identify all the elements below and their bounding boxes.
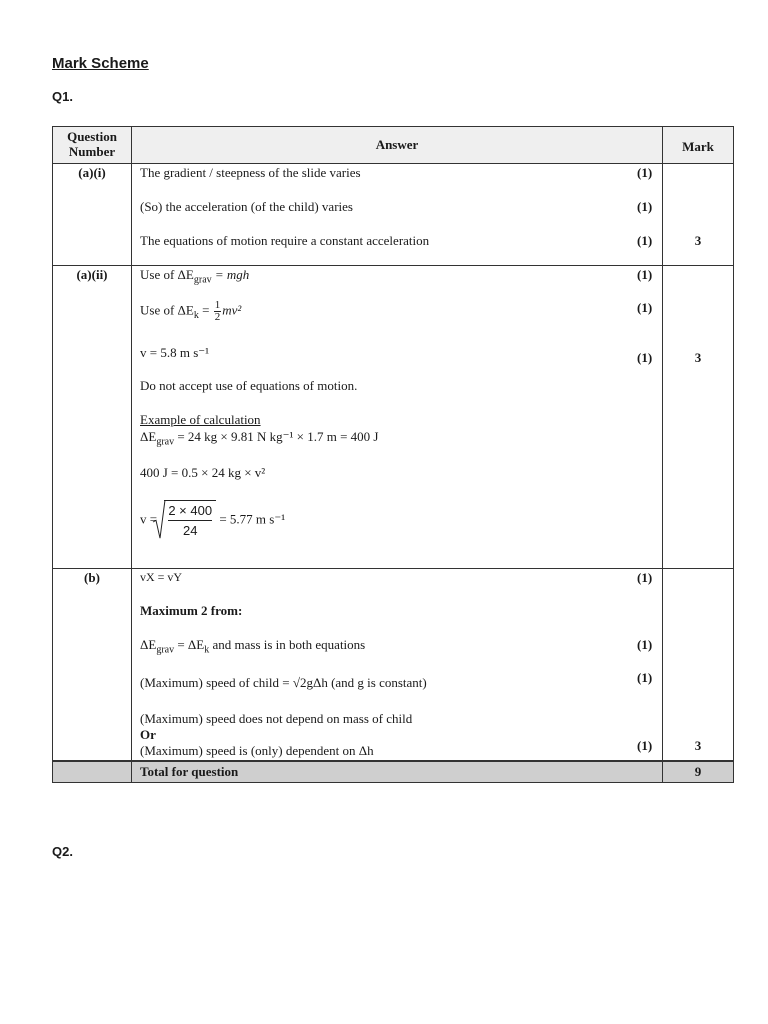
answer-line: Use of $\Delta E_{grav}$ = mgh: [140, 267, 250, 286]
total-row: [53, 761, 733, 782]
answer-line: Or: [140, 727, 156, 742]
header-mark: Mark: [682, 139, 714, 154]
header-question-number: Question Number: [67, 129, 117, 159]
answer-line: v = $\frac{2 \times 400}{24}$ = 5.77 m s⁻¹: [140, 500, 285, 539]
question-number: (a)(i): [78, 165, 106, 180]
line-mark: (1): [637, 637, 653, 652]
answer-line: vX = vY: [140, 570, 183, 584]
total-label: Total for question: [140, 764, 239, 779]
table-row-a-ii: [53, 266, 733, 569]
question-label-q2: Q2.: [52, 844, 73, 859]
line-mark: (1): [637, 350, 653, 365]
table-header-row: [53, 127, 733, 164]
answer-line: $\Delta E_{grav} = 24$ kg × 9.81 N kg⁻¹ × 1.7 m = 400 J: [140, 429, 379, 448]
answer-line: The gradient / steepness of the slide varies: [140, 165, 361, 180]
line-mark: (1): [637, 233, 653, 248]
answer-line: $\Delta E_{grav} = \Delta E_k$ and mass is in both equations: [140, 637, 366, 656]
answer-line: (Maximum) speed does not depend on mass of child: [140, 711, 413, 726]
total-value: 9: [694, 764, 702, 779]
answer-line: v = 5.8 m s⁻¹: [140, 345, 210, 360]
section-total-mark: 3: [694, 738, 702, 753]
line-mark: (1): [637, 670, 653, 685]
question-number: (b): [84, 570, 100, 585]
answer-line: (Maximum) speed of child = √2gΔh (and g is constant): [140, 675, 427, 690]
table-row-b: [53, 569, 733, 761]
question-label-q1: Q1.: [52, 89, 73, 104]
square-root: $\frac{2 \times 400}{24}$: [164, 500, 216, 539]
page-title: Mark Scheme: [52, 55, 149, 72]
question-number: (a)(ii): [76, 267, 108, 282]
mark-scheme-table: [52, 126, 734, 783]
line-mark: (1): [637, 738, 653, 753]
section-total-mark: 3: [694, 233, 702, 248]
line-mark: (1): [637, 570, 653, 585]
line-mark: (1): [637, 267, 653, 282]
answer-line: 400 J = 0.5 × 24 kg × v²: [140, 465, 266, 480]
answer-line: Use of $\Delta E_k$ = $\frac{1}{2}$ mv²: [140, 299, 242, 323]
answer-line: (Maximum) speed is (only) dependent on Δh: [140, 743, 374, 758]
section-total-mark: 3: [694, 350, 702, 365]
table-row-a-i: [53, 164, 733, 266]
header-answer: Answer: [375, 137, 419, 152]
line-mark: (1): [637, 199, 653, 214]
line-mark: (1): [637, 300, 653, 315]
answer-line: Maximum 2 from:: [140, 603, 243, 618]
answer-line: Do not accept use of equations of motion.: [140, 378, 358, 393]
example-heading: Example of calculation: [140, 412, 261, 427]
answer-line: (So) the acceleration (of the child) varies: [140, 199, 353, 214]
line-mark: (1): [637, 165, 653, 180]
answer-line: The equations of motion require a constant acceleration: [140, 233, 430, 248]
